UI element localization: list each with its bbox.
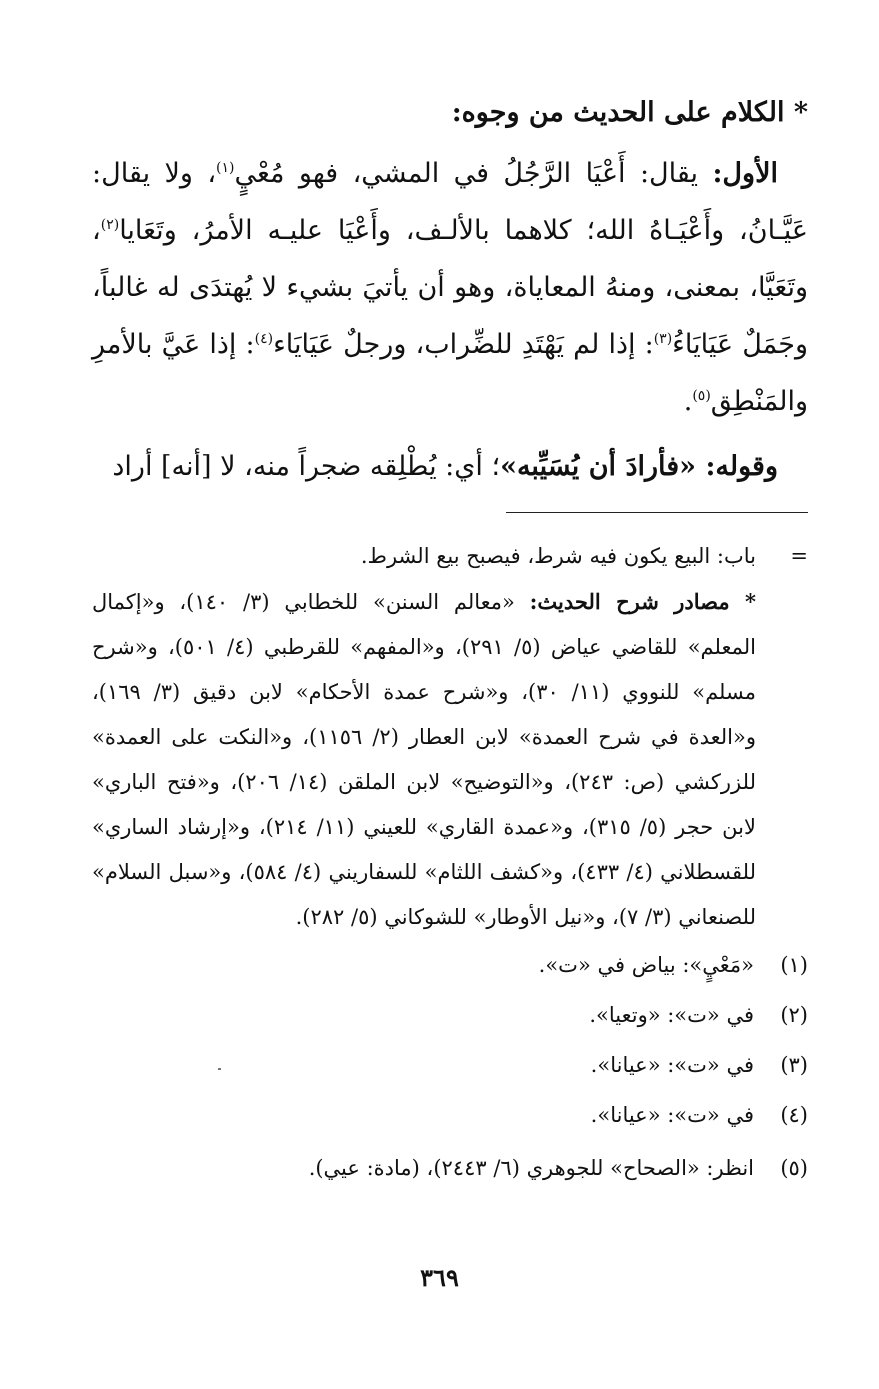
print-speck: [218, 1068, 221, 1070]
footnote-ref-3: (٣): [653, 331, 673, 347]
section-heading: * الكلام على الحديث من وجوه:: [451, 97, 808, 128]
hadith-quote: «فأرادَ أن يُسَيِّبه»: [500, 451, 706, 482]
footnotes-area: [92, 534, 808, 1193]
footnote-text: في «ت»: «وتعيا».: [589, 1003, 754, 1027]
main-text: [92, 84, 808, 495]
footnote-4: [92, 1090, 808, 1140]
paragraph-second: وقوله: «فأرادَ أن يُسَيِّبه»؛ أي: يُطْلِقه ضجراً منه، لا [أنه] أراد: [112, 451, 778, 482]
footnote-ref-5: (٥): [692, 388, 711, 404]
continued-note: =باب: البيع يكون فيه شرط، فيصبح بيع الشرط.: [92, 534, 808, 579]
footnote-separator: [506, 512, 808, 513]
paragraph-first: الأول: يقال: أَعْيَا الرَّجُلُ في المشي، فهو مُعْيٍ$^{(١)}$، ولا يقال: عَيَّـانُ، وأَعْيَـاهُ الله؛ كلاهما بالألـف، وأَعْيَا عليـه الأمرُ، وتَعَايا$^{(٢)}$، وتَعَيَّا، بمعنى، ومنهُ المعاياة، وهو أن يأتيَ بشيء لا يُهتدَى له غالباً، وجَمَلٌ عَيَايَاءُ$^{(٣)}$: إذا لم يَهْتَدِ للضِّراب، ورجلٌ عَيَايَاء$^{(٤)}$: إذا عَيَّ بالأمرِ والمَنْطِق$^{(٥)}$.: [92, 158, 809, 417]
footnote-1: [92, 940, 808, 990]
footnote-number: (١): [780, 953, 808, 977]
hadith-sources: [92, 579, 808, 940]
footnote-5: [92, 1143, 808, 1193]
footnote-3: [92, 1040, 808, 1090]
footnote-number: (٥): [780, 1156, 808, 1180]
footnote-text: في «ت»: «عيانا».: [590, 1053, 754, 1077]
paragraph-lead: الأول:: [712, 158, 778, 189]
footnote-text: انظر: «الصحاح» للجوهري (٦/ ٢٤٤٣)، (مادة: عيي).: [308, 1156, 754, 1180]
continuation-mark: =: [790, 544, 808, 568]
sources-text: «معالم السنن» للخطابي (٣/ ١٤٠)، و«إكمال المعلم» للقاضي عياض (٥/ ٢٩١)، و«المفهم» للقرطبي (٤/ ٥٠١)، و«شرح مسلم» للنووي (١١/ ٣٠)، و«شرح عمدة الأحكام» لابن دقيق (٣/ ١٦٩)، و«العدة في شرح العمدة» لابن العطار (٢/ ١١٥٦)، و«النكت على العمدة» للزركشي (ص: ٢٤٣)، و«التوضيح» لابن الملقن (١٤/ ٢٠٦)، و«فتح الباري» لابن حجر (٥/ ٣١٥)، و«عمدة القاري» للعيني (١١/ ٢١٤)، و«إرشاد الساري» للقسطلاني (٤/ ٤٣٣)، و«كشف اللثام» للسفاريني (٤/ ٥٨٤)، و«سبل السلام» للصنعاني (٣/ ٧)، و«نيل الأوطار» للشوكاني (٥/ ٢٨٢).: [92, 590, 757, 929]
footnote-number: (٢): [780, 1003, 808, 1027]
footnote-text: «مَعْيٍ»: بياض في «ت».: [538, 953, 754, 977]
paragraph-lead: وقوله:: [705, 451, 778, 482]
footnote-ref-1: (١): [216, 160, 235, 176]
footnote-number: (٣): [780, 1053, 808, 1077]
footnote-text: في «ت»: «عيانا».: [590, 1103, 754, 1127]
footnote-number: (٤): [780, 1103, 808, 1127]
footnote-2: [92, 990, 808, 1040]
page-number: ٣٦٩: [420, 1263, 459, 1292]
footnote-ref-4: (٤): [254, 331, 274, 347]
sources-lead: * مصادر شرح الحديث:: [529, 589, 756, 614]
footnote-ref-2: (٢): [100, 217, 120, 233]
